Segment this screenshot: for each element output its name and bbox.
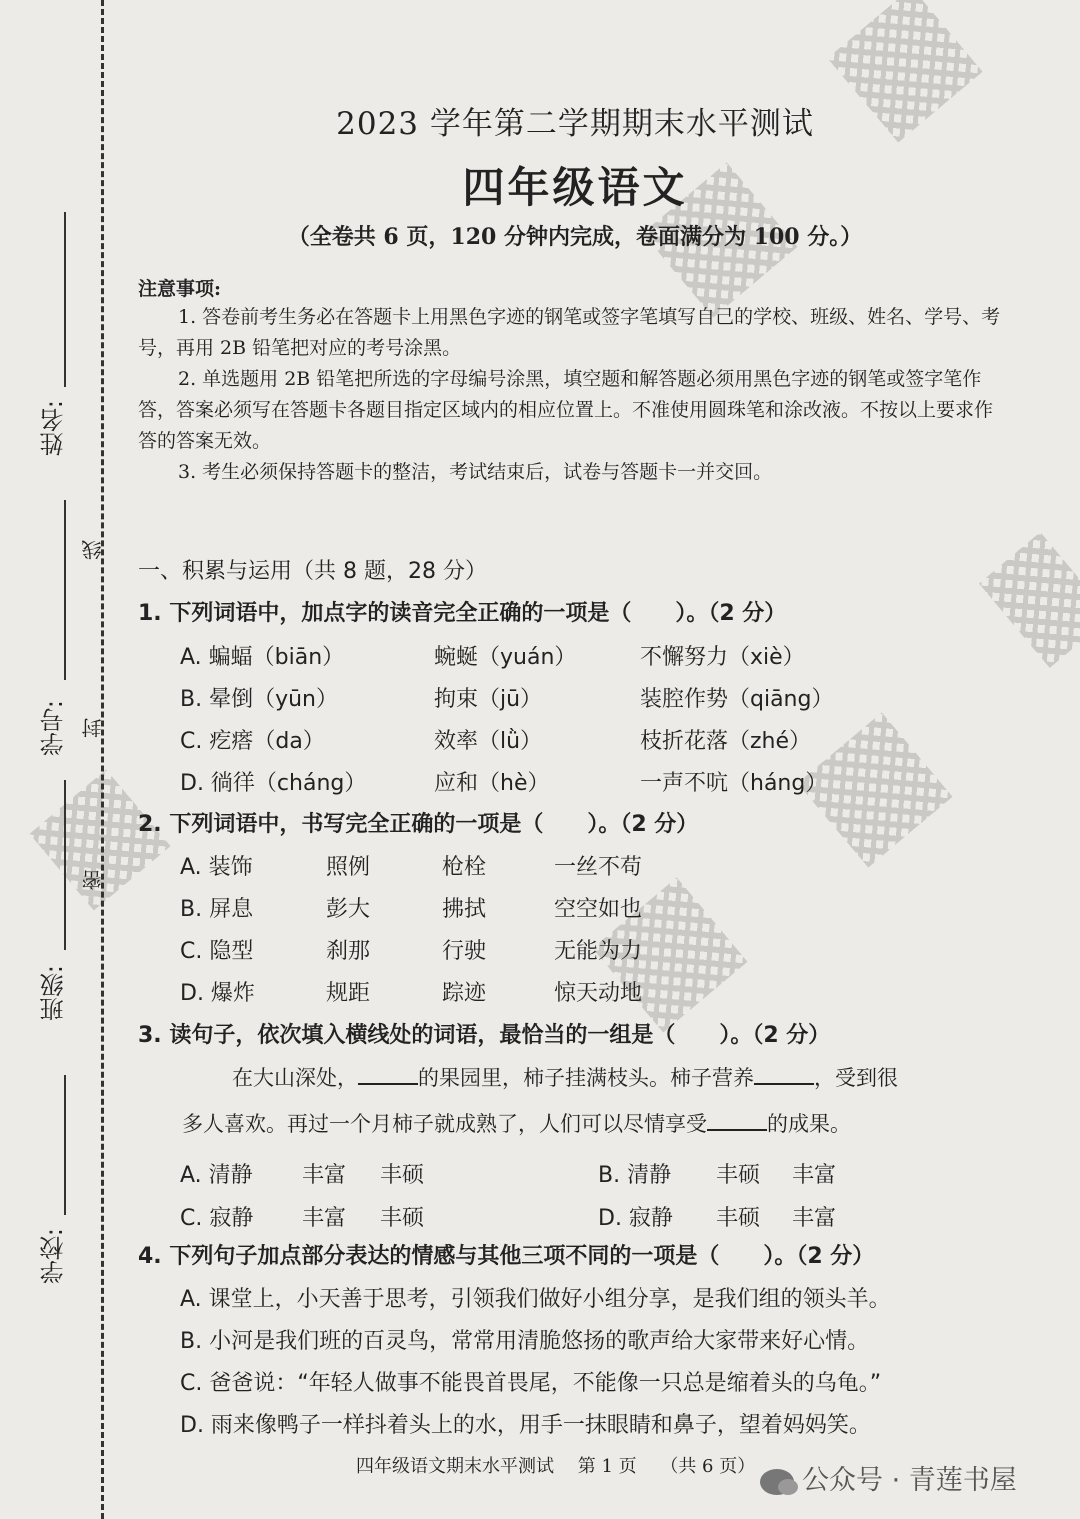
mark-mi: 密 [81,870,105,890]
name-label: 姓名: [40,400,68,457]
q4-option-a: A. 课堂上，小天善于思考，引领我们做好小组分享，是我们组的领头羊。 [180,1287,891,1312]
question-1-stem: 1. 下列词语中，加点字的读音完全正确的一项是（ ）。（2 分） [138,601,787,626]
exam-page: 姓名: 学号: 班级: 学校: 线 封 密 2023 学年第二学期期末水平测试 四年级语文 （全卷共 6 页，120 分钟内完成，卷面满分为 100 分。） 注意事项: 1. 答卷前考生务必在答题卡上用黑色字迹的钢笔或签字笔填写自己的学校、班级、姓名、学号、考号，再用 2B 铅笔把对应的考号涂黑。 2. 单选题用 2B 铅笔把所选的字母编号涂黑，填空题和解答题必须用黑色字迹的钢笔或签字笔作答，答案必须写在答题卡各题目指定区域内的相应位置上。不准使用圆珠笔和涂改液。不按以上要求作答的答案无效。 3. 考生必须保持答题卡的整洁，考试结束后，试卷与答题卡一并交回。 一、积累与运用（共 8 题，28 分） 1. 下列词语中，加点字的读音完全正确的一项是（ ）。（2 分） A. 蝙蝠（biān） 蜿蜒（yuán） 不懈努力（xiè） B. 晕倒（yūn） 拘束（jū） 装腔作势（qiāng） C. 疙瘩（da） 效率（lǜ） 枝折花落（zhé） D. 徜徉（cháng） 应和（hè） 一声不吭（háng） 2. 下列词语中，书写完全正确的一项是（ ）。（2 分） A. 装饰 照例 枪栓 一丝不苟 B. 屏息 彭大 拂拭 空空如也 C. 隐型 刹那 行驶 无能为力 D. 爆炸 规距 踪迹 惊天动地 3. 读句子，依次填入横线处的词语，最恰当的一组是（ ）。（2 分） 在大山深处， 的果园里，柿子挂满枝头。柿子营养 ，受到很 多人喜欢。再过一个月柿子就成熟了，人们可以尽情享受 的成果。 A. 清静 丰富 丰硕 B. 清静 丰硕 丰富 C. 寂静 丰富 丰硕 D. 寂静 丰硕 丰富 4. 下列句子加点部分表达的情感与其他三项不同的一项是（ ）。（2 分） A. 课堂上，小天善于思考，引领我们做好小组分享，是我们组的领头羊。 B. 小河是我们班的百灵鸟，常常用清脆悠扬的歌声给大家带来好心情。 C. 爸爸说：“年轻人做事不能畏首畏尾，不能像一只总是缩着头的乌龟。” D. 雨来像鸭子一样抖着头上的水，用手一抹眼睛和鼻子，望着妈妈笑。 四年级语文期末水平测试 第 1 页 （共 6 页） 公众号 · 青莲书屋 [0,0,1080,1519]
school-label: 学校: [40,1228,68,1285]
mark-xian: 线 [81,540,105,560]
q4-option-b: B. 小河是我们班的百灵鸟，常常用清脆悠扬的歌声给大家带来好心情。 [180,1329,870,1354]
mark-feng: 封 [81,718,105,738]
notice-item-2: 2. 单选题用 2B 铅笔把所选的字母编号涂黑，填空题和解答题必须用黑色字迹的钢笔或签字笔作答，答案必须写在答题卡各题目指定区域内的相应位置上。不准使用圆珠笔和涂改液。不按以上要求作答的答案无效。 [138,368,994,452]
exam-title: 2023 学年第二学期期末水平测试 [336,106,814,142]
question-3-stem: 3. 读句子，依次填入横线处的词语，最恰当的一组是（ ）。（2 分） [138,1023,831,1048]
school-line [64,1075,66,1215]
question-4-stem: 4. 下列句子加点部分表达的情感与其他三项不同的一项是（ ）。（2 分） [138,1244,875,1269]
class-label: 班级: [40,965,68,1022]
wechat-icon [760,1469,794,1495]
question-2-stem: 2. 下列词语中，书写完全正确的一项是（ ）。（2 分） [138,812,699,837]
q4-option-d: D. 雨来像鸭子一样抖着头上的水，用手一抹眼睛和鼻子，望着妈妈笑。 [180,1413,871,1438]
q3-sentence-line-2: 多人喜欢。再过一个月柿子就成熟了，人们可以尽情享受 的成果。 [182,1112,851,1136]
notice-heading: 注意事项: [138,278,222,300]
class-line [64,780,66,950]
id-line [64,500,66,680]
account-watermark: 公众号 · 青莲书屋 [760,1458,1017,1497]
page-footer: 四年级语文期末水平测试 第 1 页 （共 6 页） [356,1456,756,1477]
notice-item-3: 3. 考生必须保持答题卡的整洁，考试结束后，试卷与答题卡一并交回。 [178,461,773,483]
id-label: 学号: [40,700,68,757]
exam-subtitle: （全卷共 6 页，120 分钟内完成，卷面满分为 100 分。） [287,224,863,250]
notice-item-1: 1. 答卷前考生务必在答题卡上用黑色字迹的钢笔或签字笔填写自己的学校、班级、姓名、学号、考号，再用 2B 铅笔把对应的考号涂黑。 [138,306,1001,359]
q3-blank-2 [754,1065,814,1085]
qr-watermark [979,532,1080,668]
q4-option-c: C. 爸爸说：“年轻人做事不能畏首畏尾，不能像一只总是缩着头的乌龟。” [180,1371,882,1396]
section-heading: 一、积累与运用（共 8 题，28 分） [138,559,487,584]
q3-sentence-line-1: 在大山深处， 的果园里，柿子挂满枝头。柿子营养 ，受到很 [232,1066,898,1090]
q3-blank-3 [707,1111,767,1131]
q3-blank-1 [358,1065,418,1085]
exam-subject: 四年级语文 [462,163,688,212]
